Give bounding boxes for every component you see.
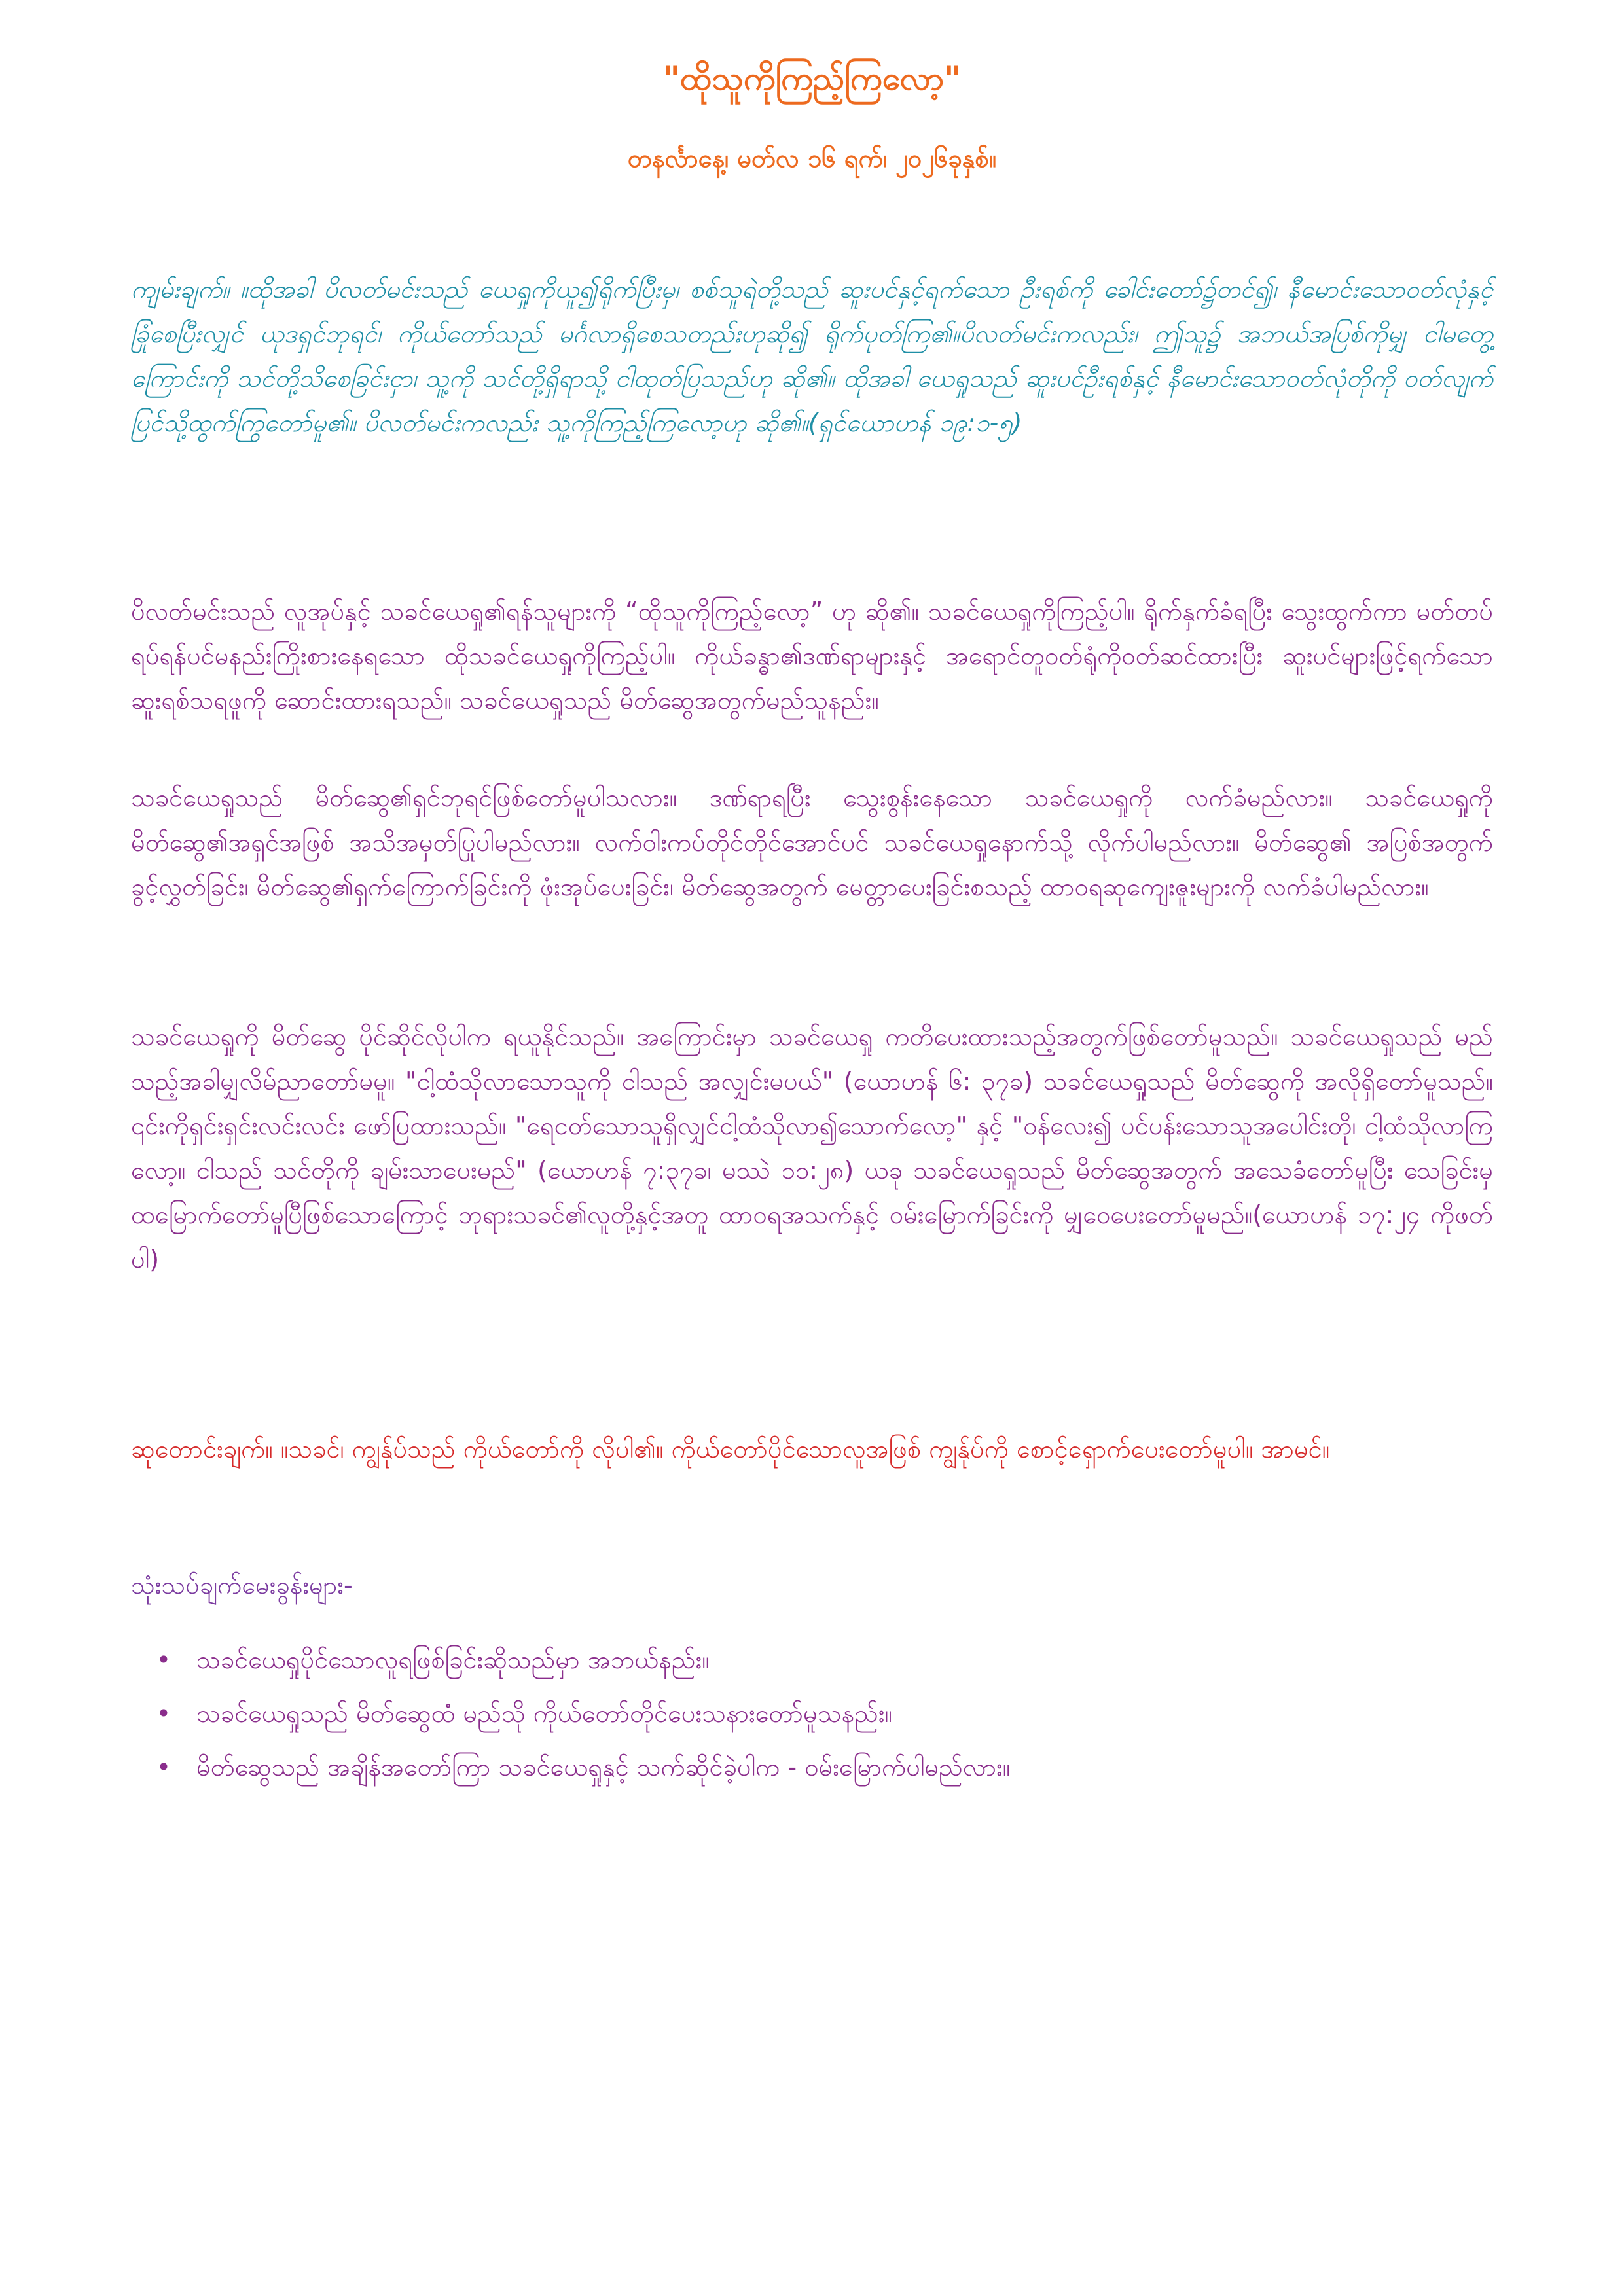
bullet-icon: • bbox=[156, 1753, 171, 1782]
scripture-passage: ကျမ်းချက်။ ။ထိုအခါ ပိလတ်မင်းသည် ယေရှုကိုယူ၍ရိုက်ပြီးမှ၊ စစ်သူရဲတို့သည် ဆူးပင်နှင့်ရက်သော ဦးရစ်ကို ခေါင်းတော်၌တင်၍၊ နီမောင်းသောဝတ်လုံနှင့် ခြုံစေပြီးလျှင် ယုဒရှင်ဘုရင်၊ ကိုယ်တော်သည် မင်္ဂလာရှိစေသတည်းဟုဆို၍ ရိုက်ပုတ်ကြ၏။ပိလတ်မင်းကလည်း၊ ဤသူ၌ အဘယ်အပြစ်ကိုမျှ ငါမတွေ့ကြောင်းကို သင်တို့သိစေခြင်းငှာ၊ သူ့ကို သင်တို့ရှိရာသို့ ငါထုတ်ပြသည်ဟု ဆို၏။ ထိုအခါ ယေရှုသည် ဆူးပင်ဦးရစ်နှင့် နီမောင်းသောဝတ်လုံတိုကို ဝတ်လျက် ပြင်သို့ထွက်ကြွတော်မူ၏။ ပိလတ်မင်းကလည်း သူ့ကိုကြည့်ကြလော့ဟု ဆို၏။(ရှင်ယောဟန် ၁၉:၁-၅) bbox=[131, 275, 1493, 437]
body-paragraph-2: သခင်ယေရှုသည် မိတ်ဆွေ၏ရှင်ဘုရင်ဖြစ်တော်မူပါသလား။ ဒဏ်ရာရပြီး သွေးစွန်းနေသော သခင်ယေရှုကို လက်ခံမည်လား။ သခင်ယေရှုကို မိတ်ဆွေ၏အရှင်အဖြစ် အသိအမှတ်ပြုပါမည်လား။ လက်ဝါးကပ်တိုင်တိုင်အောင်ပင် သခင်ယေရှုနောက်သို့ လိုက်ပါမည်လား။ မိတ်ဆွေ၏ အပြစ်အတွက် ခွင့်လွှတ်ခြင်း၊ မိတ်ဆွေ၏ရှက်ကြောက်ခြင်းကို ဖုံးအုပ်ပေးခြင်း၊ မိတ်ဆွေအတွက် မေတ္တာပေးခြင်းစသည့် ထာဝရဆုကျေးဇူးများကို လက်ခံပါမည်လား။ bbox=[131, 783, 1493, 901]
question-item bbox=[131, 1745, 1493, 1789]
question-item bbox=[131, 1638, 1493, 1682]
question-text: သခင်ယေရှုပိုင်သောလူရဖြစ်ခြင်းဆိုသည်မှာ အဘယ်နည်း။ bbox=[196, 1645, 710, 1674]
devotional-date: တနင်္လာနေ့၊ မတ်လ ၁၆ ရက်၊ ၂၀၂၆ခုနှစ်။ bbox=[627, 144, 997, 173]
questions-heading: သုံးသပ်ချက်မေးခွန်းများ- bbox=[131, 1571, 353, 1600]
body-paragraph-3: သခင်ယေရှုကို မိတ်ဆွေ ပိုင်ဆိုင်လိုပါက ရယူနိုင်သည်။ အကြောင်းမှာ သခင်ယေရှု ကတိပေးထားသည့်အတွက်ဖြစ်တော်မူသည်။ သခင်ယေရှုသည် မည်သည့်အခါမျှလိမ်ညာတော်မမူ။ "ငါ့ထံသိုလာသောသူကို ငါသည် အလျှင်းမပယ်" (ယောဟန် ၆: ၃၇ခ) သခင်ယေရှုသည် မိတ်ဆွေကို အလိုရှိတော်မူသည်။ ၎င်းကိုရှင်းရှင်းလင်းလင်း ဖော်ပြထားသည်။ "ရေငတ်သောသူရှိလျှင်ငါ့ထံသိုလာ၍သောက်လော့" နှင့် "ဝန်လေး၍ ပင်ပန်းသောသူအပေါင်းတို၊ ငါ့ထံသိုလာကြလော့။ ငါသည် သင်တိုကို ချမ်းသာပေးမည်" (ယောဟန် ၇:၃၇ခ၊ မဿဲ ၁၁:၂၈) ယခု သခင်ယေရှုသည် မိတ်ဆွေအတွက် အသေခံတော်မူပြီး သေခြင်းမှ ထမြောက်တော်မူပြီဖြစ်သောကြောင့် ဘုရားသခင်၏လူတို့နှင့်အတူ ထာဝရအသက်နှင့် ဝမ်းမြောက်ခြင်းကို မျှဝေပေးတော်မူမည်။(ယောဟန် ၁၇:၂၄ ကိုဖတ်ပါ) bbox=[131, 1022, 1493, 1274]
questions-list bbox=[131, 1638, 1493, 1799]
question-item bbox=[131, 1691, 1493, 1736]
devotional-title: "ထိုသူကိုကြည့်ကြလော့" bbox=[662, 60, 962, 98]
body-paragraph-1: ပိလတ်မင်းသည် လူအုပ်နှင့် သခင်ယေရှု၏ရန်သူများကို “ထိုသူကိုကြည့်လော့” ဟု ဆို၏။ သခင်ယေရှုကိုကြည့်ပါ။ ရိုက်နှက်ခံရပြီး သွေးထွက်ကာ မတ်တပ်ရပ်ရန်ပင်မနည်းကြိုးစားနေရသော ထိုသခင်ယေရှုကိုကြည့်ပါ။ ကိုယ်ခန္ဓာ၏ဒဏ်ရာများနှင့် အရောင်တူဝတ်ရုံကိုဝတ်ဆင်ထားပြီး ဆူးပင်များဖြင့်ရက်သောဆူးရစ်သရဖူကို ဆောင်းထားရသည်။ သခင်ယေရှုသည် မိတ်ဆွေအတွက်မည်သူနည်း။ bbox=[131, 597, 1493, 715]
bullet-icon: • bbox=[156, 1645, 171, 1674]
question-text: မိတ်ဆွေသည် အချိန်အတော်ကြာ သခင်ယေရှုနှင့် သက်ဆိုင်ခဲ့ပါက - ဝမ်းမြောက်ပါမည်လား။ bbox=[196, 1753, 1011, 1782]
prayer-text: ဆုတောင်းချက်။ ။သခင်၊ ကျွန်ုပ်သည် ကိုယ်တော်ကို လိုပါ၏။ ကိုယ်တော်ပိုင်သောလူအဖြစ် ကျွန်ုပ်ကို စောင့်ရှောက်ပေးတော်မူပါ။ အာမင်။ bbox=[131, 1435, 1330, 1463]
bullet-icon: • bbox=[156, 1699, 171, 1728]
question-text: သခင်ယေရှုသည် မိတ်ဆွေထံ မည်သို ကိုယ်တော်တိုင်ပေးသနားတော်မူသနည်း။ bbox=[196, 1699, 893, 1728]
